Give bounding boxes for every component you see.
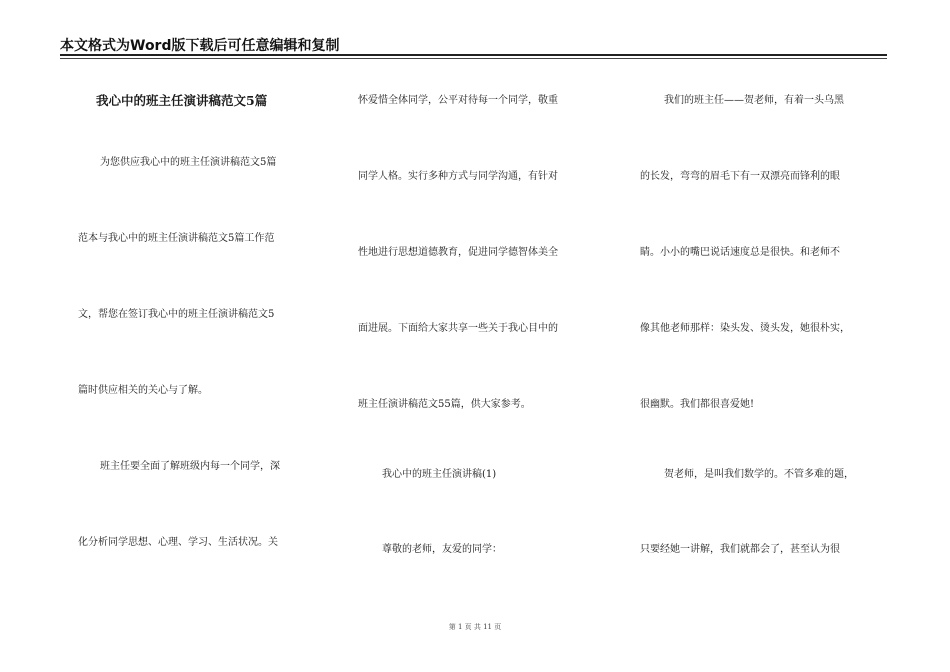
text-line: 班主任演讲稿范文55篇，供大家参考。	[358, 399, 531, 410]
text-line: 文，帮您在签订我心中的班主任演讲稿范文5	[78, 309, 275, 320]
text-line: 为您供应我心中的班主任演讲稿范文5篇	[100, 157, 277, 168]
text-line: 尊敬的老师，友爱的同学：	[382, 544, 502, 555]
header-rule-thin	[60, 58, 887, 59]
text-line: 化分析同学思想、心理、学习、生活状况。关	[78, 537, 278, 548]
text-line: 我们的班主任——贺老师，有着一头乌黑	[664, 95, 844, 106]
text-line: 怀爱惜全体同学，公平对待每一个同学，敬重	[358, 95, 558, 106]
text-line: 范本与我心中的班主任演讲稿范文5篇工作范	[78, 233, 275, 244]
text-line: 面进展。下面给大家共享一些关于我心目中的	[358, 323, 558, 334]
text-line: 贺老师，是叫我们数学的。不管多难的题，	[664, 469, 854, 480]
header-banner: 本文格式为Word版下载后可任意编辑和复制	[60, 38, 340, 54]
page-number: 第 1 页 共 11 页	[448, 623, 502, 631]
text-line: 篇时供应相关的关心与了解。	[78, 385, 208, 396]
header-rule-thick	[60, 54, 887, 56]
text-line: 像其他老师那样：染头发、烫头发，她很朴实，	[640, 323, 850, 334]
text-line: 班主任要全面了解班级内每一个同学，深	[100, 461, 280, 472]
text-line: 的长发，弯弯的眉毛下有一双漂亮而锋利的眼	[640, 171, 840, 182]
text-line: 性地进行思想道德教育，促进同学德智体美全	[358, 247, 558, 258]
text-line: 只要经她一讲解，我们就都会了，甚至认为很	[640, 544, 840, 555]
text-line: 很幽默。我们都很喜爱她!	[640, 399, 755, 410]
section-heading: 我心中的班主任演讲稿(1)	[382, 469, 497, 480]
text-line: 同学人格。实行多种方式与同学沟通，有针对	[358, 171, 558, 182]
document-title: 我心中的班主任演讲稿范文5篇	[96, 93, 268, 108]
text-line: 睛。小小的嘴巴说话速度总是很快。和老师不	[640, 247, 840, 258]
